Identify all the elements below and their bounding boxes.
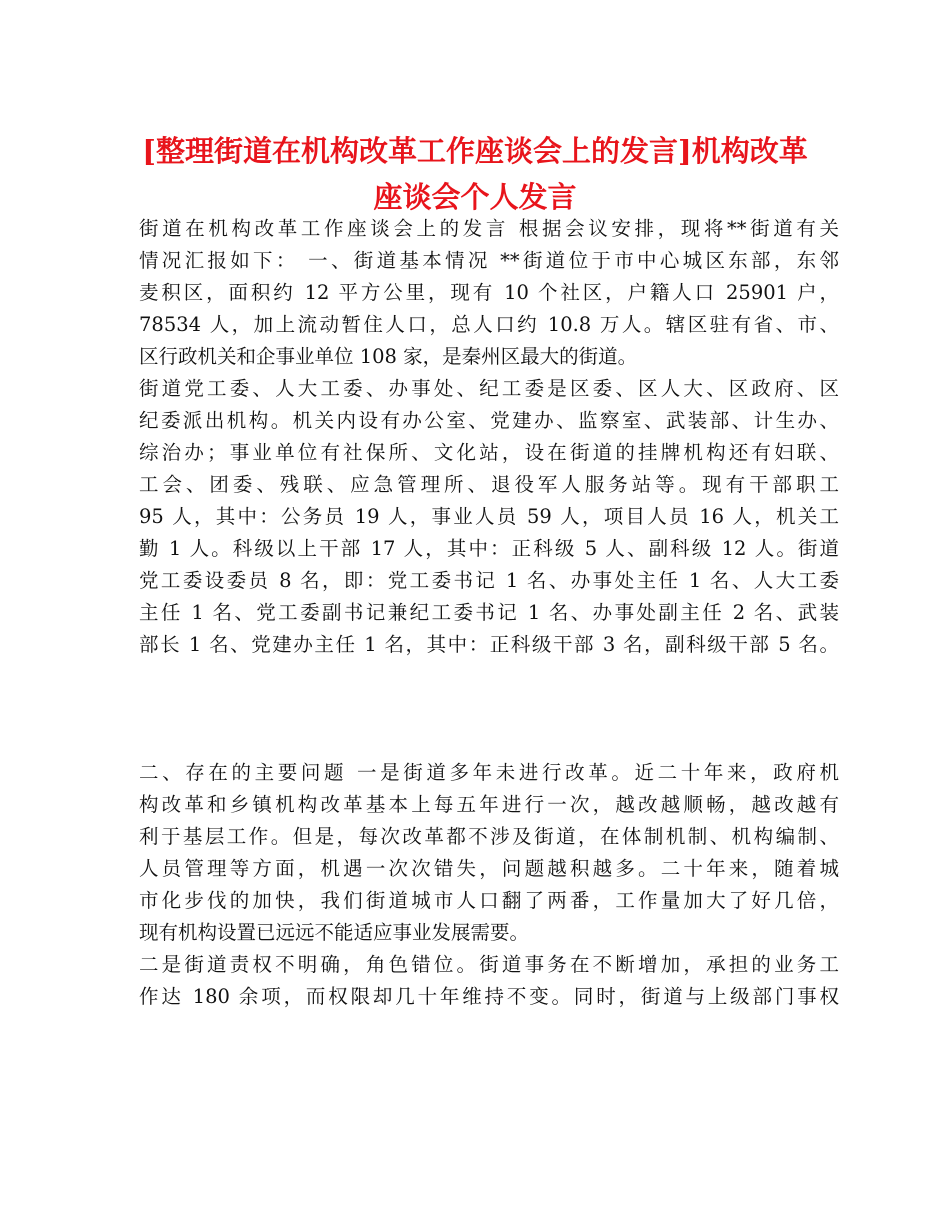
- body-line-7: 纪委派出机构。机关内设有办公室、党建办、监察室、武装部、计生办、: [139, 409, 839, 432]
- body-line-21: 现有机构设置已远远不能适应事业发展需要。: [139, 921, 530, 944]
- body-line-3: 麦积区，面积约 12 平方公里，现有 10 个社区，户籍人口 25901 户，: [139, 281, 839, 304]
- body-line-11: 勤 1 人。科级以上干部 17 人，其中：正科级 5 人、副科级 12 人。街道: [139, 537, 839, 560]
- body-line-20: 市化步伐的加快，我们街道城市人口翻了两番，工作量加大了好几倍，: [139, 889, 839, 912]
- body-line-4: 78534 人，加上流动暂住人口，总人口约 10.8 万人。辖区驻有省、市、: [139, 313, 839, 336]
- body-line-17: 构改革和乡镇机构改革基本上每五年进行一次，越改越顺畅，越改越有: [139, 793, 839, 816]
- document-title-line-2: 座谈会个人发言: [373, 180, 577, 214]
- body-line-22: 二是街道责权不明确，角色错位。街道事务在不断增加，承担的业务工: [139, 953, 839, 976]
- body-line-12: 党工委设委员 8 名，即：党工委书记 1 名、办事处主任 1 名、人大工委: [139, 569, 839, 592]
- document-title-line-1: [整理街道在机构改革工作座谈会上的发言]机构改革: [142, 134, 808, 168]
- body-line-18: 利于基层工作。但是，每次改革都不涉及街道，在体制机制、机构编制、: [139, 825, 839, 848]
- body-line-23: 作达 180 余项，而权限却几十年维持不变。同时，街道与上级部门事权: [139, 985, 839, 1008]
- body-line-1: 街道在机构改革工作座谈会上的发言 根据会议安排，现将**街道有关: [139, 217, 839, 240]
- body-line-5: 区行政机关和企事业单位 108 家，是秦州区最大的街道。: [139, 345, 638, 368]
- body-line-8: 综治办；事业单位有社保所、文化站，设在街道的挂牌机构还有妇联、: [139, 441, 839, 464]
- body-line-19: 人员管理等方面，机遇一次次错失，问题越积越多。二十年来，随着城: [139, 857, 839, 880]
- body-line-6: 街道党工委、人大工委、办事处、纪工委是区委、区人大、区政府、区: [139, 377, 839, 400]
- body-line-10: 95 人，其中：公务员 19 人，事业人员 59 人，项目人员 16 人，机关工: [139, 505, 839, 528]
- body-line-14: 部长 1 名、党建办主任 1 名，其中：正科级干部 3 名，副科级干部 5 名。: [139, 633, 839, 656]
- body-line-16: 二、存在的主要问题 一是街道多年未进行改革。近二十年来，政府机: [139, 761, 839, 784]
- body-line-9: 工会、团委、残联、应急管理所、退役军人服务站等。现有干部职工: [139, 473, 839, 496]
- body-line-2: 情况汇报如下： 一、街道基本情况 **街道位于市中心城区东部，东邻: [139, 249, 839, 272]
- body-line-13: 主任 1 名、党工委副书记兼纪工委书记 1 名、办事处副主任 2 名、武装: [139, 601, 839, 624]
